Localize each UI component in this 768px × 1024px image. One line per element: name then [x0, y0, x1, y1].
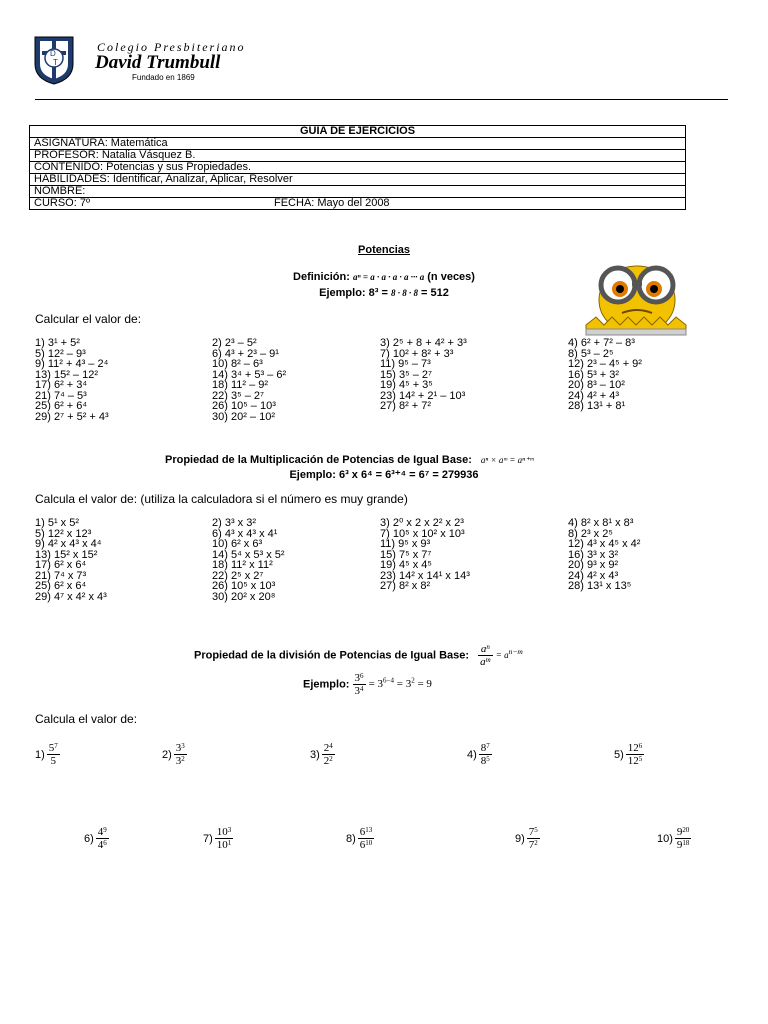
section-heading-multiplication: [165, 454, 534, 466]
exercise-item: 1) 5¹ x 5²: [35, 517, 80, 529]
fraction-denominator: $12^5$: [627, 755, 643, 767]
division-heading: Propiedad de la división de Potencias de Igual Base:: [194, 649, 470, 662]
example-formula: 8 · 8 · 8: [390, 288, 418, 298]
exercise-item: 30) 20² – 10²: [212, 410, 275, 423]
content-field: CONTENIDO: Potencias y sus Propiedades.: [30, 162, 686, 174]
division-example: [303, 672, 432, 697]
fraction-exercise: [515, 826, 540, 851]
exercise-item: 13) 15² – 12²: [35, 368, 98, 381]
exercise-item: 19) 4⁵ x 4⁵: [380, 559, 432, 571]
fraction-label: 7): [203, 832, 213, 845]
exercise-item: 13) 15² x 15²: [35, 548, 98, 561]
fraction-exercise: [467, 742, 492, 767]
section-heading-potencias: Potencias: [358, 244, 410, 256]
fraction-denominator: $7^2$: [528, 839, 538, 851]
division-formula-denominator: $a^m$: [480, 656, 491, 668]
fraction-exercise: [203, 826, 233, 851]
exercise-item: 2) 3³ x 3²: [212, 517, 257, 529]
exercise-item: 1) 3¹ + 5²: [35, 337, 80, 349]
exercise-item: 15) 3⁵ – 2⁷: [380, 368, 432, 381]
exercise-item: 20) 9³ x 9²: [568, 559, 619, 571]
fraction-denominator: $6^{10}$: [359, 839, 373, 851]
definition-suffix: (n veces): [427, 271, 475, 283]
exercise-item: 22) 3⁵ – 2⁷: [212, 389, 264, 402]
exercise-item: 7) 10⁵ x 10² x 10³: [380, 527, 465, 540]
exercise-item: 30) 20² x 20⁸: [212, 590, 276, 603]
exercise-item: 11) 9⁵ x 9³: [380, 538, 431, 550]
fraction-denominator: $4^6$: [97, 839, 107, 851]
fraction-label: 4): [467, 748, 477, 761]
exercise-item: 26) 10⁵ x 10³: [212, 580, 276, 592]
exercise-item: 9) 11² + 4³ – 2⁴: [35, 358, 109, 370]
exercise-item: 27) 8² + 7²: [380, 400, 432, 412]
fraction: [96, 826, 109, 851]
fraction: [322, 742, 335, 767]
fraction-label: 9): [515, 832, 525, 845]
fraction-numerator: $10^3$: [216, 826, 232, 838]
fraction-denominator: 5: [50, 755, 57, 767]
exercise-item: 18) 11² x 11²: [212, 559, 273, 571]
course-row: [30, 198, 686, 210]
school-logo: [32, 34, 76, 86]
exercise-item: 10) 6² x 6³: [212, 538, 263, 550]
fraction-numerator: $7^5$: [528, 826, 538, 838]
fraction-exercise: [84, 826, 109, 851]
exercise-item: 3) 2⁰ x 2 x 2² x 2³: [380, 517, 464, 529]
date-field: FECHA: Mayo del 2008: [274, 197, 390, 209]
fraction-exercise: [614, 742, 644, 767]
exercise-item: 6) 4³ + 2³ – 9¹: [212, 347, 279, 360]
exercise-item: 3) 2⁵ + 8 + 4² + 3³: [380, 337, 467, 349]
exercise-item: 21) 7⁴ – 5³: [35, 389, 87, 402]
fraction-exercise: [310, 742, 335, 767]
guide-title: GUIA DE EJERCICIOS: [30, 126, 686, 138]
exercise-item: 27) 8² x 8²: [380, 580, 431, 592]
exercise-item: 21) 7⁴ x 7³: [35, 569, 87, 582]
teacher-field: PROFESOR: Natalia Vásquez B.: [30, 150, 686, 162]
exercise-item: 4) 6² + 7² – 8³: [568, 337, 635, 349]
fraction: [215, 826, 234, 851]
fraction: [479, 742, 492, 767]
fraction-label: 5): [614, 748, 624, 761]
division-example-label: Ejemplo:: [303, 678, 350, 691]
exercise-item: 29) 4⁷ x 4² x 4³: [35, 590, 107, 603]
info-table: [29, 125, 686, 210]
fraction-denominator: $2^2$: [323, 755, 333, 767]
division-formula-result: = $a^{n-m}$: [495, 647, 523, 661]
exercise-item: 6) 4³ x 4³ x 4¹: [212, 527, 278, 540]
exercise-item: 15) 7⁵ x 7⁷: [380, 548, 432, 561]
division-formula-numerator: $a^n$: [478, 643, 493, 656]
exercise-item: 12) 2³ – 4⁵ + 9²: [568, 358, 642, 370]
name-field: NOMBRE:: [30, 186, 686, 198]
division-formula-fraction: [478, 643, 493, 668]
fraction-denominator: $10^1$: [216, 839, 232, 851]
exercise-item: 16) 3³ x 3²: [568, 548, 619, 561]
exercise-item: 25) 6² x 6⁴: [35, 580, 87, 592]
svg-text:T: T: [53, 58, 58, 67]
exercise-item: 11) 9⁵ – 7³: [380, 358, 431, 370]
fraction-exercise: [346, 826, 374, 851]
fraction-denominator: $3^2$: [175, 755, 185, 767]
exercise-item: 20) 8³ – 10²: [568, 379, 625, 391]
fraction-numerator: $12^6$: [627, 742, 643, 754]
exercise-item: 24) 4² x 4³: [568, 569, 619, 582]
exercise-item: 28) 13¹ + 8¹: [568, 400, 626, 412]
fraction-denominator: $8^5$: [480, 755, 490, 767]
fraction-numerator: $5^7$: [48, 742, 58, 754]
course-field: CURSO: 7º: [34, 197, 90, 209]
division-example-fraction: [353, 672, 366, 697]
exercise-item: 16) 5³ + 3²: [568, 368, 620, 381]
fraction-label: 2): [162, 748, 172, 761]
header-divider: [35, 99, 728, 100]
fraction-label: 1): [35, 748, 45, 761]
division-example-numerator: $3^6$: [354, 672, 364, 684]
exercise-item: 8) 2³ x 2⁵: [568, 527, 613, 540]
exercise-item: 23) 14² x 14¹ x 14³: [380, 569, 470, 582]
exercise-item: 28) 13¹ x 13⁵: [568, 580, 632, 592]
exercise-item: 23) 14² + 2¹ – 10³: [380, 389, 466, 402]
exercise-item: 10) 8² – 6³: [212, 358, 263, 370]
exercise-item: 4) 8² x 8¹ x 8³: [568, 517, 634, 529]
exercise-item: 19) 4⁵ + 3⁵: [380, 379, 433, 391]
skills-field: HABILIDADES: Identificar, Analizar, Aplicar, Resolver: [30, 174, 686, 186]
exercise-item: 14) 3⁴ + 5³ – 6²: [212, 368, 287, 381]
exercise-item: 8) 5³ – 2⁵: [568, 347, 614, 360]
instruction-3: Calcula el valor de:: [35, 712, 138, 726]
school-name-line2: David Trumbull: [95, 52, 221, 73]
definition-label: Definición:: [293, 271, 350, 283]
fraction-label: 8): [346, 832, 356, 845]
exercise-item: 12) 4³ x 4⁵ x 4²: [568, 538, 641, 550]
example-result: = 512: [421, 287, 449, 299]
instruction-1: Calcular el valor de:: [35, 312, 142, 326]
fraction: [626, 742, 645, 767]
fraction-label: 6): [84, 832, 94, 845]
fraction-numerator: $2^4$: [323, 742, 333, 754]
section-heading-division: [194, 643, 523, 668]
exercise-item: 29) 2⁷ + 5² + 4³: [35, 410, 109, 423]
exercise-item: 25) 6² + 6⁴: [35, 400, 88, 412]
multiplication-example: Ejemplo: 6³ x 6⁴ = 6³⁺⁴ = 6⁷ = 279936: [289, 469, 479, 481]
exercise-item: 5) 12² x 12³: [35, 527, 92, 540]
fraction-denominator: $9^{18}$: [676, 839, 690, 851]
fraction-numerator: $6^{13}$: [359, 826, 373, 838]
fraction: [174, 742, 187, 767]
fraction-exercise: [35, 742, 60, 767]
fraction-numerator: $9^{20}$: [676, 826, 690, 838]
exercise-item: 22) 2⁵ x 2⁷: [212, 569, 264, 582]
fraction-label: 3): [310, 748, 320, 761]
exercise-item: 7) 10² + 8² + 3³: [380, 347, 454, 360]
exercise-item: 17) 6² x 6⁴: [35, 559, 87, 571]
instruction-2: Calcula el valor de: (utiliza la calculadora si el número es muy grande): [35, 492, 408, 506]
exercise-item: 18) 11² – 9²: [212, 379, 269, 391]
definition-formula: aⁿ = a · a · a · a ··· a: [352, 272, 425, 282]
school-name-line1: Colegio Presbiteriano: [97, 40, 246, 54]
fraction-numerator: $4^9$: [97, 826, 107, 838]
svg-text:D: D: [50, 49, 56, 58]
fraction: [527, 826, 540, 851]
fraction-numerator: $3^3$: [175, 742, 185, 754]
exercise-item: 14) 5⁴ x 5³ x 5²: [212, 548, 285, 561]
fraction: [47, 742, 60, 767]
fraction: [358, 826, 375, 851]
fraction-label: 10): [657, 832, 673, 845]
fraction-exercise: [657, 826, 691, 851]
exercise-item: 2) 2³ – 5²: [212, 337, 257, 349]
fraction: [675, 826, 692, 851]
exercise-item: 5) 12² – 9³: [35, 347, 86, 360]
smiley-with-glasses-image: [582, 255, 692, 337]
example-label: Ejemplo: 8³ =: [319, 287, 388, 299]
exercise-item: 17) 6² + 3⁴: [35, 379, 88, 391]
school-founded: Fundado en 1869: [132, 73, 195, 82]
division-example-denominator: $3^4$: [354, 685, 364, 697]
exercise-item: 24) 4² + 4³: [568, 389, 620, 402]
exercise-item: 26) 10⁵ – 10³: [212, 400, 276, 412]
fraction-numerator: $8^7$: [480, 742, 490, 754]
multiplication-formula: aⁿ × aᵐ = aⁿ⁺ᵐ: [480, 455, 534, 465]
subject-field: ASIGNATURA: Matemática: [30, 138, 686, 150]
multiplication-heading: Propiedad de la Multiplicación de Potencias de Igual Base:: [165, 454, 472, 466]
exercise-item: 9) 4² x 4³ x 4⁴: [35, 538, 102, 550]
division-example-result: = $3^{6-4} = 3^2 = 9$: [368, 676, 432, 691]
fraction-exercise: [162, 742, 187, 767]
